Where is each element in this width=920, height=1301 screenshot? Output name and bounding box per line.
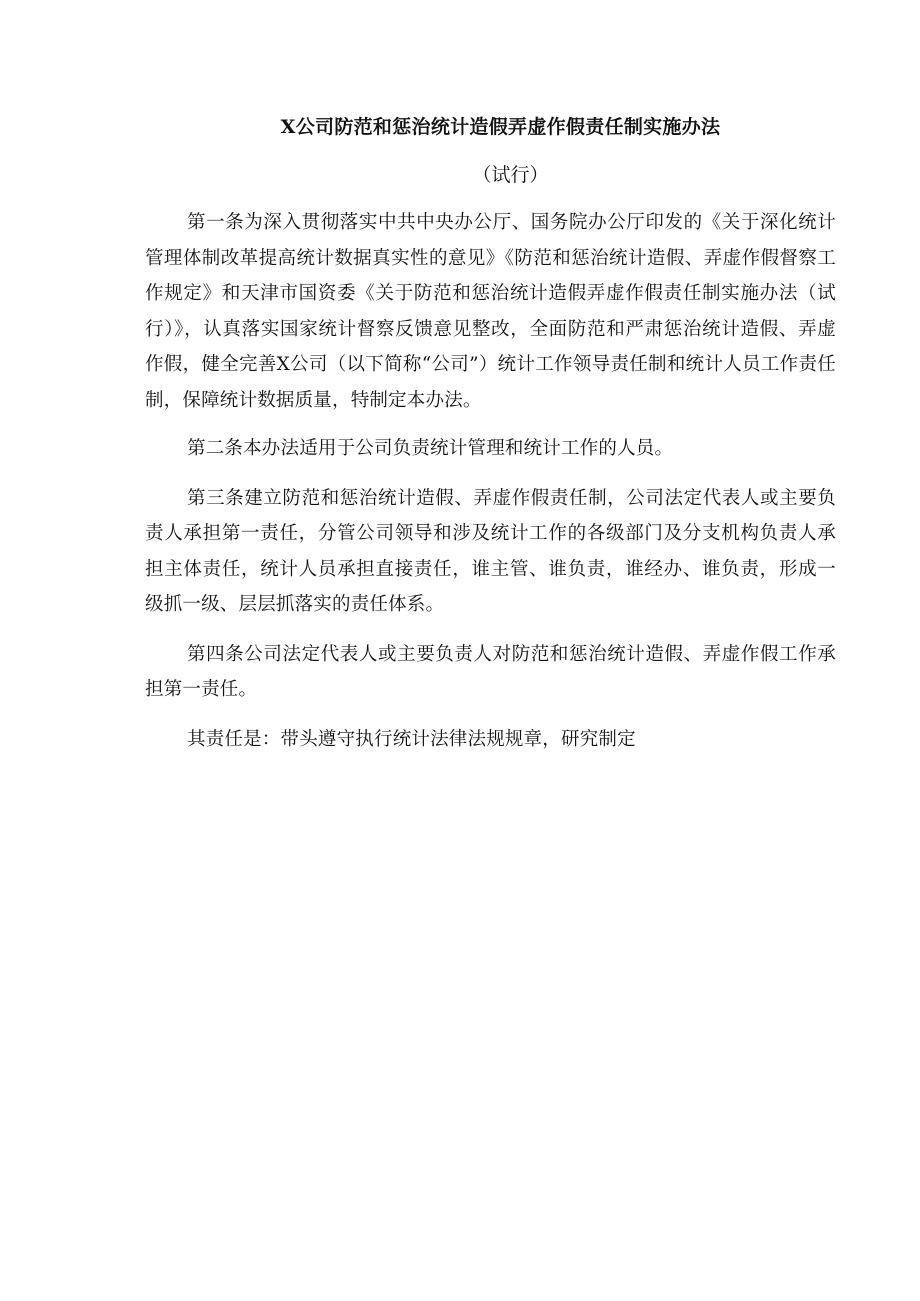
document-subtitle: （试行） — [472, 164, 549, 186]
paragraph-article-4: 第四条公司法定代表人或主要负责人对防范和惩治统计造假、弄虚作假工作承担第一责任。 — [145, 643, 836, 700]
document-title: X公司防范和惩治统计造假弄虚作假责任制实施办法 — [280, 116, 721, 138]
paragraph-article-3: 第三条建立防范和惩治统计造假、弄虚作假责任制，公司法定代表人或主要负责人承担第一责任，分管公司领导和涉及统计工作的各级部门及分支机构负责人承担主体责任，统计人员承担直接责任，谁主管、谁负责，谁经办、谁负责，形成一级抓一级、层层抓落实的责任体系。 — [145, 487, 836, 615]
paragraph-article-2: 第二条本办法适用于公司负责统计管理和统计工作的人员。 — [187, 438, 674, 459]
paragraph-responsibilities: 其责任是：带头遵守执行统计法律法规规章，研究制定 — [187, 728, 636, 750]
paragraph-article-1: 第一条为深入贯彻落实中共中央办公厅、国务院办公厅印发的《关于深化统计管理体制改革提高统计数据真实性的意见》《防范和惩治统计造假、弄虚作假督察工作规定》和天津市国资委《关于防范和惩治统计造假弄虚作假责任制实施办法（试行）》，认真落实国家统计督察反馈意见整改，全面防范和严肃惩治统计造假、弄虚作假，健全完善X公司（以下简称“公司”）统计工作领导责任制和统计人员工作责任制，保障统计数据质量，特制定本办法。 — [145, 212, 836, 411]
